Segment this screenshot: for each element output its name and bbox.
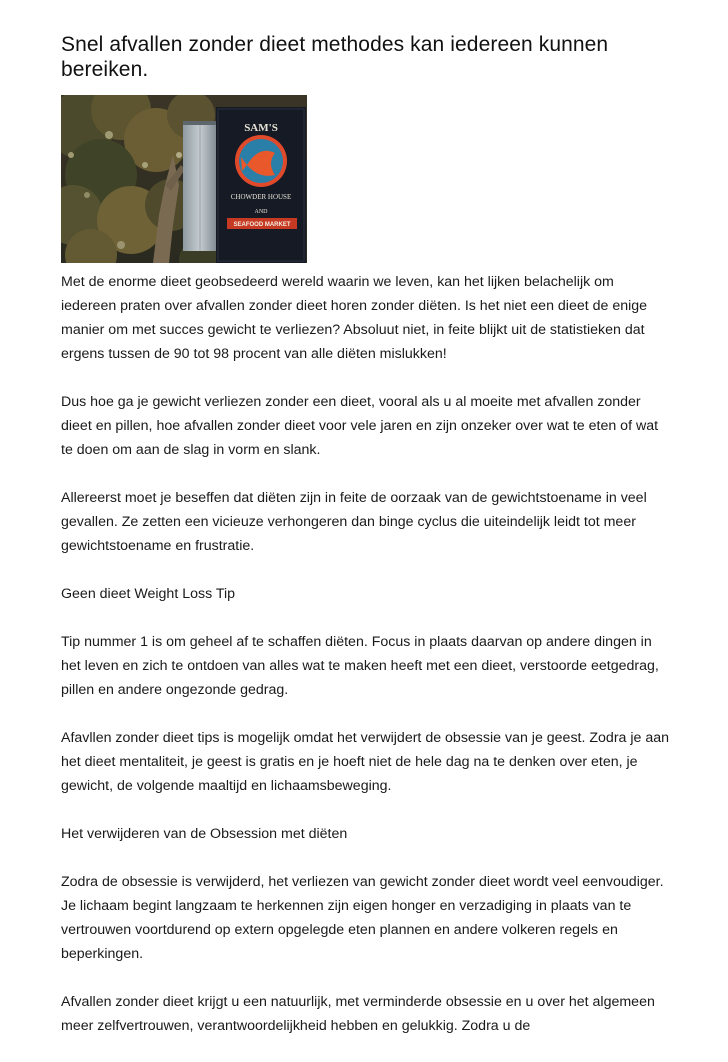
paragraph: Met de enorme dieet geobsedeerd wereld waarin we leven, kan het lijken belachelijk om iedereen praten over afvallen zonder dieet horen zonder diëten. Is het niet een dieet de enige manier om met succes gewicht te verliezen? Absoluut niet, in feite blijkt uit de statistieken dat ergens tussen de 90 tot 98 procent van alle diëten mislukken! [61,274,648,362]
sign-line-3: AND [254,209,268,215]
paragraph: Afavllen zonder dieet tips is mogelijk omdat het verwijdert de obsessie van je geest. Zodra je aan het dieet mentaliteit, je geest is gratis en je hoeft niet de hele dag na te denken over eten, je gewicht, de volgende maaltijd en lichaamsbeweging. [61,730,670,794]
paragraph: Dus hoe ga je gewicht verliezen zonder een dieet, vooral als u al moeite met afvallen zonder dieet en pillen, hoe afvallen zonder dieet voor vele jaren en zijn onzeker over wat te eten of wat te doen om aan de slag in vorm en slank. [61,394,659,458]
section-heading: Het verwijderen van de Obsession met diëten [61,826,348,842]
section-heading: Geen dieet Weight Loss Tip [61,586,236,602]
paragraph: Afvallen zonder dieet krijgt u een natuurlijk, met verminderde obsessie en u over het algemeen meer zelfvertrouwen, verantwoordelijkheid hebben en gelukkig. Zodra u de [61,994,655,1034]
paragraph: Zodra de obsessie is verwijderd, het verliezen van gewicht zonder dieet wordt veel eenvoudiger. Je lichaam begint langzaam te herkennen zijn eigen honger en verzadiging in plaats van te vertrouwen voortdurend op extern opgelegde eten plannen en andere volkeren regels en beperkingen. [61,874,664,962]
paragraph: Tip nummer 1 is om geheel af te schaffen diëten. Focus in plaats daarvan op andere dingen in het leven en zich te ontdoen van alles wat te maken heeft met een dieet, verstoorde eetgedrag, pillen en andere ongezonde gedrag. [61,634,659,698]
paragraph: Allereerst moet je beseffen dat diëten zijn in feite de oorzaak van de gewichtstoename in veel gevallen. Ze zetten een vicieuze verhongeren dan binge cyclus die uiteindelijk leidt tot meer gewichtstoename en frustratie. [61,490,647,554]
sign-line-2: CHOWDER HOUSE [230,193,292,201]
sign-line-4: SEAFOOD MARKET [233,222,291,228]
article-body [61,270,671,1038]
document-title: Snel afvallen zonder dieet methodes kan iedereen kunnen bereiken. [61,33,609,81]
article-photo [61,95,307,263]
document-page [61,32,671,1062]
sign-line-1: SAM'S [244,122,278,134]
photo-sams-chowder-house-sign-icon [61,95,307,263]
